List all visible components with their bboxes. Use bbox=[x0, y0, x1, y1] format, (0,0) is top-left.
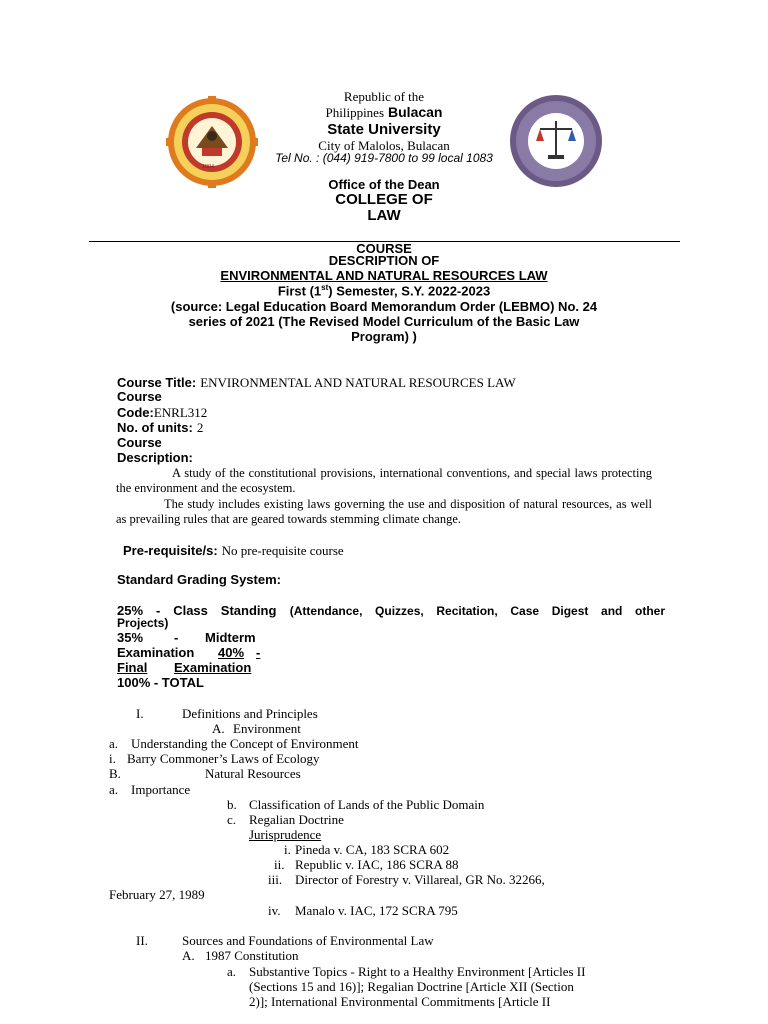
doc-title-line1: COURSE bbox=[356, 241, 412, 256]
university-bulacan: Bulacan bbox=[388, 104, 443, 120]
final-examination: Examination bbox=[174, 660, 252, 675]
section-2-number: II. bbox=[136, 933, 148, 948]
item-a2-mark: a. bbox=[109, 782, 119, 797]
section-2a-title: 1987 Constitution bbox=[205, 948, 299, 963]
item-b-mark: B. bbox=[109, 766, 121, 781]
item-i1-mark: i. bbox=[109, 751, 116, 766]
course-title-row bbox=[117, 374, 516, 392]
case-2-mark: ii. bbox=[274, 857, 285, 872]
class-standing-label: 25% - Class Standing bbox=[117, 603, 277, 618]
course-desc-label1: Course bbox=[117, 435, 162, 450]
section-1a-title: Environment bbox=[233, 721, 301, 736]
section-1-title: Definitions and Principles bbox=[182, 706, 318, 721]
section-2a-mark: A. bbox=[182, 948, 195, 963]
case-3-mark: iii. bbox=[268, 872, 283, 887]
case-4-mark: iv. bbox=[268, 903, 281, 918]
prerequisite-label: Pre-requisite/s: bbox=[123, 543, 218, 558]
midterm-examination: Examination bbox=[117, 645, 195, 660]
subtopic-a-line2: (Sections 15 and 16)]; Regalian Doctrine [Article XII (Section bbox=[249, 979, 574, 994]
item-b: Natural Resources bbox=[205, 766, 301, 781]
course-code-value: ENRL312 bbox=[153, 405, 208, 420]
source-line2: series of 2021 (The Revised Model Curriculum of the Basic Law bbox=[188, 314, 580, 329]
subtopic-a-line3: 2)]; International Environmental Commitments [Article II bbox=[249, 994, 551, 1009]
item-b2-mark: b. bbox=[227, 797, 237, 812]
office-of-dean: Office of the Dean bbox=[328, 177, 440, 192]
final-pct: 40% bbox=[218, 645, 245, 660]
final-dash: - bbox=[256, 645, 261, 660]
class-standing-detail2: Projects) bbox=[117, 616, 169, 630]
units-value: 2 bbox=[196, 420, 204, 435]
course-code-label2: Code: bbox=[117, 405, 154, 420]
semester-line bbox=[0, 283, 768, 298]
course-code-label1: Course bbox=[117, 389, 162, 404]
jurisprudence-heading: Jurisprudence bbox=[249, 827, 322, 842]
item-a1: Understanding the Concept of Environment bbox=[131, 736, 359, 751]
philippines-text: Philippines bbox=[325, 105, 385, 120]
subtopic-a-mark: a. bbox=[227, 964, 237, 979]
class-standing-row bbox=[117, 602, 665, 620]
case-1-mark: i. bbox=[284, 842, 291, 857]
college-title-line1: COLLEGE OF bbox=[335, 191, 433, 208]
university-name-line2: State University bbox=[327, 121, 441, 138]
semester-suffix: ) Semester, S.Y. 2022-2023 bbox=[328, 283, 491, 299]
grading-total: 100% - TOTAL bbox=[117, 675, 204, 690]
college-title-line2: LAW bbox=[367, 207, 401, 224]
semester-prefix: First (1 bbox=[277, 283, 322, 299]
section-2-title: Sources and Foundations of Environmental Law bbox=[182, 933, 434, 948]
tel-line: Tel No. : (044) 919-7800 to 99 local 1083 bbox=[275, 151, 493, 165]
source-line3: Program) ) bbox=[351, 329, 417, 344]
doc-title-line2: DESCRIPTION OF bbox=[328, 253, 440, 268]
case-1: Pineda v. CA, 183 SCRA 602 bbox=[295, 842, 450, 857]
city-line: City of Malolos, Bulacan bbox=[318, 138, 450, 153]
course-description-para1: A study of the constitutional provisions, international conventions, and special laws protecting the environment and the ecosystem. bbox=[116, 466, 652, 495]
case-3-continued: February 27, 1989 bbox=[109, 887, 205, 902]
course-title-label: Course Title: bbox=[117, 375, 197, 390]
course-desc-label2: Description: bbox=[117, 450, 193, 465]
section-1-number: I. bbox=[136, 706, 144, 721]
units-label: No. of units: bbox=[117, 420, 193, 435]
republic-line: Republic of the bbox=[343, 89, 425, 104]
item-b2: Classification of Lands of the Public Domain bbox=[249, 797, 485, 812]
section-1a-mark: A. bbox=[212, 721, 225, 736]
midterm-pct: 35% bbox=[117, 630, 144, 645]
prerequisite-value: No pre-requisite course bbox=[221, 543, 344, 558]
prerequisite-row bbox=[123, 542, 344, 560]
final-word: Final bbox=[117, 660, 148, 675]
midterm-word: Midterm bbox=[205, 630, 256, 645]
source-line1: (source: Legal Education Board Memorandum Order (LEBMO) No. 24 bbox=[170, 299, 598, 314]
course-name-title: ENVIRONMENTAL AND NATURAL RESOURCES LAW bbox=[220, 268, 548, 283]
left-seal-year: 1904 bbox=[202, 164, 214, 170]
item-c2: Regalian Doctrine bbox=[249, 812, 344, 827]
grading-heading: Standard Grading System: bbox=[117, 572, 281, 587]
class-standing-detail: (Attendance, Quizzes, Recitation, Case Digest and other bbox=[289, 604, 665, 618]
case-2: Republic v. IAC, 186 SCRA 88 bbox=[295, 857, 459, 872]
item-c2-mark: c. bbox=[227, 812, 237, 827]
semester-sup: st bbox=[321, 283, 329, 292]
case-3: Director of Forestry v. Villareal, GR No. 32266, bbox=[295, 872, 545, 887]
course-title-value: ENVIRONMENTAL AND NATURAL RESOURCES LAW bbox=[200, 375, 516, 390]
item-a2: Importance bbox=[131, 782, 191, 797]
item-a1-mark: a. bbox=[109, 736, 119, 751]
university-name-line1 bbox=[0, 104, 768, 122]
case-4: Manalo v. IAC, 172 SCRA 795 bbox=[295, 903, 458, 918]
course-description-para2: The study includes existing laws governing the use and disposition of natural resources, as well as prevailing rules that are geared towards stemming climate change. bbox=[116, 497, 652, 526]
midterm-dash: - bbox=[174, 630, 179, 645]
item-i1: Barry Commoner’s Laws of Ecology bbox=[127, 751, 320, 766]
subtopic-a-line1: Substantive Topics - Right to a Healthy Environment [Articles II bbox=[249, 964, 586, 979]
